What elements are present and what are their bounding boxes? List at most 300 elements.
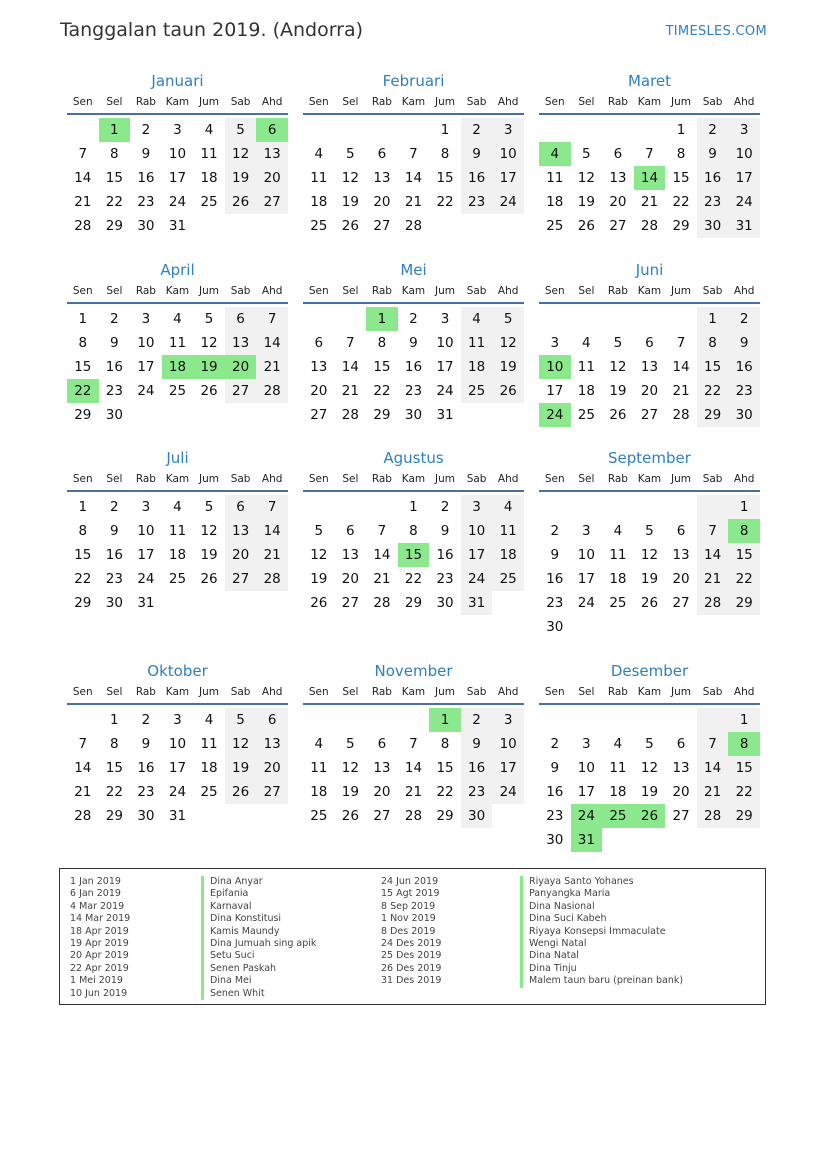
day-cell: 29 xyxy=(728,804,760,828)
day-cell: 22 xyxy=(436,194,454,210)
holiday-day-cell: 1 xyxy=(429,708,461,732)
legend-date: 25 Des 2019 xyxy=(381,950,442,962)
holiday-day-cell: 24 xyxy=(571,804,603,828)
day-cell: 18 xyxy=(492,543,524,567)
holiday-day-cell: 25 xyxy=(602,804,634,828)
day-cell: 29 xyxy=(105,218,123,234)
day-cell: 22 xyxy=(436,784,454,800)
day-cell: 30 xyxy=(697,214,729,238)
legend-names-col-1 xyxy=(201,876,316,1000)
empty-cell xyxy=(602,708,634,732)
day-cell: 29 xyxy=(404,595,423,611)
day-cell: 27 xyxy=(225,567,257,591)
legend-holiday-name: Karnaval xyxy=(201,901,316,913)
empty-cell xyxy=(539,708,571,732)
day-cell: 21 xyxy=(74,784,92,800)
day-cell: 24 xyxy=(436,383,454,399)
day-cell: 11 xyxy=(310,760,328,776)
day-cell: 15 xyxy=(373,359,391,375)
day-cell: 17 xyxy=(436,359,454,375)
empty-cell xyxy=(256,403,288,427)
weekday-label: Sab xyxy=(230,96,251,108)
day-cell: 2 xyxy=(697,118,729,142)
day-cell: 25 xyxy=(310,218,328,234)
month-name: Januari xyxy=(151,72,204,90)
empty-cell xyxy=(429,214,461,238)
day-cell: 24 xyxy=(728,190,760,214)
day-cell: 5 xyxy=(346,146,355,162)
day-cell: 3 xyxy=(141,499,151,515)
day-cell: 14 xyxy=(404,170,423,186)
brand-link[interactable]: TIMESLES.COM xyxy=(665,24,767,39)
day-cell: 30 xyxy=(436,595,454,611)
day-cell: 11 xyxy=(168,523,187,539)
weekday-label: Sen xyxy=(72,686,93,698)
day-cell: 12 xyxy=(225,732,257,756)
weekday-label: Sab xyxy=(466,473,487,485)
weekday-label: Kam xyxy=(637,96,662,108)
legend-date: 6 Jan 2019 xyxy=(70,888,121,900)
day-cell: 8 xyxy=(78,335,88,351)
legend-holiday-name: Dina Jumuah sing apik xyxy=(201,938,316,950)
weekday-label: Jum xyxy=(671,686,692,698)
day-cell: 25 xyxy=(492,567,524,591)
day-cell: 27 xyxy=(672,808,690,824)
month-oktober xyxy=(67,661,288,828)
legend-dates-col-2 xyxy=(381,876,441,988)
day-cell: 28 xyxy=(74,218,92,234)
day-cell: 5 xyxy=(613,335,623,351)
day-grid xyxy=(67,708,288,828)
empty-cell xyxy=(398,118,430,142)
empty-cell xyxy=(225,214,257,238)
day-cell: 12 xyxy=(640,547,659,563)
day-cell: 13 xyxy=(640,359,659,375)
day-cell: 24 xyxy=(492,780,524,804)
day-cell: 27 xyxy=(341,595,359,611)
day-cell: 21 xyxy=(640,194,659,210)
day-cell: 11 xyxy=(200,736,218,752)
day-cell: 14 xyxy=(256,331,288,355)
day-cell: 5 xyxy=(225,708,257,732)
day-cell: 11 xyxy=(461,331,493,355)
day-cell: 29 xyxy=(672,218,690,234)
empty-cell xyxy=(602,615,634,639)
empty-cell xyxy=(256,591,288,615)
legend-holiday-name: Dina Natal xyxy=(520,950,683,962)
day-cell: 30 xyxy=(546,832,564,848)
day-cell: 3 xyxy=(492,118,524,142)
weekday-label: Rab xyxy=(371,96,392,108)
weekday-label: Sab xyxy=(230,285,251,297)
day-cell: 19 xyxy=(609,383,627,399)
day-cell: 19 xyxy=(640,784,659,800)
day-cell: 6 xyxy=(676,523,686,539)
day-cell: 10 xyxy=(728,142,760,166)
day-cell: 25 xyxy=(168,571,187,587)
day-cell: 12 xyxy=(609,359,627,375)
day-cell: 10 xyxy=(168,146,187,162)
day-cell: 5 xyxy=(225,118,257,142)
day-cell: 27 xyxy=(310,407,328,423)
day-cell: 2 xyxy=(110,499,119,515)
day-cell: 27 xyxy=(256,190,288,214)
weekday-header xyxy=(67,470,288,492)
empty-cell xyxy=(571,307,603,331)
day-cell: 30 xyxy=(137,808,155,824)
day-cell: 4 xyxy=(492,495,524,519)
day-cell: 13 xyxy=(672,547,690,563)
weekday-label: Sen xyxy=(308,473,329,485)
weekday-label: Sen xyxy=(544,686,565,698)
empty-cell xyxy=(665,708,697,732)
day-cell: 7 xyxy=(409,146,418,162)
empty-cell xyxy=(634,708,666,732)
weekday-label: Sab xyxy=(466,285,487,297)
legend-date: 26 Des 2019 xyxy=(381,962,442,974)
empty-cell xyxy=(492,403,524,427)
empty-cell xyxy=(697,708,729,732)
day-cell: 3 xyxy=(550,335,560,351)
empty-cell xyxy=(634,307,666,331)
day-cell: 17 xyxy=(492,756,524,780)
day-cell: 16 xyxy=(461,756,493,780)
day-cell: 11 xyxy=(609,547,627,563)
empty-cell xyxy=(634,495,666,519)
month-september xyxy=(539,448,760,639)
weekday-label: Jum xyxy=(435,96,456,108)
weekday-label: Sen xyxy=(544,473,565,485)
weekday-label: Kam xyxy=(401,285,426,297)
day-cell: 11 xyxy=(577,359,595,375)
day-cell: 27 xyxy=(256,780,288,804)
day-cell: 2 xyxy=(141,712,151,728)
day-cell: 21 xyxy=(341,383,359,399)
day-cell: 11 xyxy=(492,519,524,543)
empty-cell xyxy=(571,495,603,519)
legend-holiday-name: Riyaya Konsepsi Immaculate xyxy=(520,926,683,938)
legend-holiday-name: Dina Anyar xyxy=(201,876,316,888)
day-cell: 9 xyxy=(409,335,418,351)
day-cell: 2 xyxy=(440,499,450,515)
day-cell: 22 xyxy=(404,571,423,587)
day-cell: 12 xyxy=(640,760,659,776)
day-cell: 20 xyxy=(672,571,690,587)
day-cell: 18 xyxy=(609,571,627,587)
empty-cell xyxy=(303,495,335,519)
weekday-label: Jum xyxy=(199,285,220,297)
day-cell: 24 xyxy=(492,190,524,214)
day-cell: 19 xyxy=(225,756,257,780)
legend-date: 22 Apr 2019 xyxy=(70,962,129,974)
weekday-label: Sel xyxy=(106,96,123,108)
day-cell: 13 xyxy=(672,760,690,776)
day-cell: 11 xyxy=(168,335,187,351)
holiday-legend xyxy=(59,868,766,1005)
day-cell: 16 xyxy=(546,571,564,587)
day-cell: 13 xyxy=(310,359,328,375)
day-cell: 22 xyxy=(105,194,123,210)
empty-cell xyxy=(335,118,367,142)
day-cell: 16 xyxy=(105,547,123,563)
legend-date: 15 Agt 2019 xyxy=(381,888,440,900)
day-cell: 15 xyxy=(436,760,454,776)
weekday-label: Kam xyxy=(401,686,426,698)
legend-holiday-name: Wengi Natal xyxy=(520,938,683,950)
day-grid xyxy=(303,495,524,615)
empty-cell xyxy=(225,403,257,427)
day-cell: 4 xyxy=(173,311,182,327)
month-april xyxy=(67,260,288,427)
weekday-label: Rab xyxy=(607,473,628,485)
weekday-label: Jum xyxy=(671,96,692,108)
day-cell: 10 xyxy=(577,547,595,563)
weekday-label: Ahd xyxy=(497,96,519,108)
empty-cell xyxy=(634,118,666,142)
empty-cell xyxy=(461,403,493,427)
day-cell: 15 xyxy=(74,547,92,563)
weekday-header xyxy=(67,282,288,304)
month-maret xyxy=(539,71,760,238)
empty-cell xyxy=(335,495,367,519)
day-cell: 2 xyxy=(461,118,493,142)
day-cell: 7 xyxy=(676,335,686,351)
day-cell: 27 xyxy=(672,595,690,611)
day-cell: 18 xyxy=(200,760,218,776)
day-cell: 28 xyxy=(404,808,423,824)
day-cell: 22 xyxy=(728,567,760,591)
day-cell: 15 xyxy=(105,170,123,186)
day-cell: 28 xyxy=(672,407,690,423)
weekday-label: Rab xyxy=(371,473,392,485)
day-cell: 13 xyxy=(256,142,288,166)
empty-cell xyxy=(728,828,760,852)
day-cell: 7 xyxy=(377,523,387,539)
month-name: Februari xyxy=(382,72,445,90)
legend-holiday-name: Senen Paskah xyxy=(201,963,316,975)
day-cell: 28 xyxy=(256,567,288,591)
empty-cell xyxy=(335,708,367,732)
weekday-label: Kam xyxy=(165,96,190,108)
day-cell: 16 xyxy=(105,359,123,375)
weekday-label: Sab xyxy=(702,96,723,108)
day-cell: 26 xyxy=(225,780,257,804)
weekday-label: Ahd xyxy=(733,285,755,297)
day-cell: 1 xyxy=(440,122,450,138)
day-cell: 23 xyxy=(105,383,123,399)
day-cell: 10 xyxy=(577,760,595,776)
day-cell: 19 xyxy=(310,571,328,587)
day-cell: 21 xyxy=(697,567,729,591)
empty-cell xyxy=(492,591,524,615)
empty-cell xyxy=(225,804,257,828)
empty-cell xyxy=(602,118,634,142)
month-name: Oktober xyxy=(147,662,208,680)
day-cell: 29 xyxy=(373,407,391,423)
day-cell: 16 xyxy=(137,760,155,776)
weekday-label: Ahd xyxy=(261,285,283,297)
weekday-label: Kam xyxy=(165,473,190,485)
legend-date: 1 Jan 2019 xyxy=(70,876,121,887)
day-cell: 18 xyxy=(546,194,564,210)
weekday-label: Rab xyxy=(371,686,392,698)
empty-cell xyxy=(634,615,666,639)
holiday-day-cell: 10 xyxy=(539,355,571,379)
day-cell: 23 xyxy=(461,780,493,804)
day-cell: 17 xyxy=(137,359,155,375)
weekday-label: Sab xyxy=(230,473,251,485)
empty-cell xyxy=(193,804,225,828)
month-november xyxy=(303,661,524,828)
day-grid xyxy=(539,708,760,852)
day-cell: 9 xyxy=(141,736,151,752)
legend-date: 31 Des 2019 xyxy=(381,975,442,987)
weekday-label: Jum xyxy=(435,473,456,485)
day-cell: 7 xyxy=(645,146,654,162)
day-grid xyxy=(539,307,760,427)
legend-holiday-name: Epifania xyxy=(201,888,316,900)
weekday-header xyxy=(303,93,524,115)
day-cell: 14 xyxy=(697,756,729,780)
day-cell: 14 xyxy=(256,519,288,543)
weekday-label: Sel xyxy=(578,96,595,108)
day-cell: 3 xyxy=(728,118,760,142)
day-cell: 24 xyxy=(137,383,155,399)
day-cell: 16 xyxy=(697,166,729,190)
day-cell: 19 xyxy=(225,166,257,190)
empty-cell xyxy=(461,214,493,238)
day-cell: 24 xyxy=(137,571,155,587)
day-cell: 26 xyxy=(200,571,218,587)
holiday-day-cell: 22 xyxy=(67,379,99,403)
day-cell: 5 xyxy=(204,311,214,327)
weekday-label: Sen xyxy=(308,686,329,698)
day-cell: 9 xyxy=(440,523,450,539)
day-cell: 12 xyxy=(200,523,218,539)
day-cell: 31 xyxy=(436,407,454,423)
empty-cell xyxy=(366,708,398,732)
weekday-label: Jum xyxy=(671,473,692,485)
day-cell: 20 xyxy=(225,543,257,567)
weekday-label: Rab xyxy=(371,285,392,297)
holiday-day-cell: 24 xyxy=(539,403,571,427)
day-grid xyxy=(67,495,288,615)
day-cell: 12 xyxy=(341,170,359,186)
empty-cell xyxy=(697,615,729,639)
empty-cell xyxy=(539,307,571,331)
weekday-label: Sel xyxy=(342,473,359,485)
weekday-label: Kam xyxy=(401,473,426,485)
weekday-label: Sel xyxy=(106,285,123,297)
legend-date: 18 Apr 2019 xyxy=(70,925,129,937)
day-cell: 5 xyxy=(645,736,654,752)
weekday-header xyxy=(539,470,760,492)
legend-holiday-name: Dina Mei xyxy=(201,975,316,987)
day-cell: 23 xyxy=(105,571,123,587)
month-name: Agustus xyxy=(383,449,444,467)
day-cell: 15 xyxy=(105,760,123,776)
day-cell: 10 xyxy=(137,523,155,539)
day-cell: 4 xyxy=(613,736,623,752)
weekday-label: Sel xyxy=(342,96,359,108)
empty-cell xyxy=(665,495,697,519)
weekday-label: Sel xyxy=(106,473,123,485)
weekday-label: Kam xyxy=(637,285,662,297)
day-cell: 15 xyxy=(728,543,760,567)
empty-cell xyxy=(571,708,603,732)
weekday-label: Rab xyxy=(135,96,156,108)
day-cell: 10 xyxy=(436,335,454,351)
day-cell: 20 xyxy=(609,194,627,210)
empty-cell xyxy=(303,708,335,732)
day-cell: 15 xyxy=(672,170,690,186)
day-cell: 27 xyxy=(609,218,627,234)
day-cell: 25 xyxy=(609,595,627,611)
day-cell: 10 xyxy=(492,142,524,166)
empty-cell xyxy=(193,591,225,615)
month-juli xyxy=(67,448,288,615)
day-cell: 10 xyxy=(137,335,155,351)
day-cell: 5 xyxy=(346,736,355,752)
day-cell: 13 xyxy=(373,760,391,776)
holiday-day-cell: 31 xyxy=(571,828,603,852)
day-cell: 6 xyxy=(377,146,387,162)
day-cell: 9 xyxy=(550,547,560,563)
weekday-label: Sel xyxy=(342,686,359,698)
day-cell: 29 xyxy=(74,595,92,611)
day-cell: 22 xyxy=(728,780,760,804)
legend-holiday-name: Dina Nasional xyxy=(520,901,683,913)
day-cell: 26 xyxy=(341,808,359,824)
day-cell: 29 xyxy=(697,403,729,427)
day-cell: 7 xyxy=(697,519,729,543)
day-cell: 7 xyxy=(78,146,88,162)
month-name: Maret xyxy=(627,72,672,90)
day-cell: 24 xyxy=(168,784,187,800)
day-cell: 18 xyxy=(609,784,627,800)
weekday-label: Kam xyxy=(401,96,426,108)
weekday-label: Sen xyxy=(544,96,565,108)
weekday-label: Sen xyxy=(308,96,329,108)
day-cell: 11 xyxy=(310,170,328,186)
legend-holiday-name: Dina Tinju xyxy=(520,963,683,975)
day-cell: 4 xyxy=(173,499,182,515)
day-cell: 23 xyxy=(461,190,493,214)
day-cell: 6 xyxy=(676,736,686,752)
day-cell: 17 xyxy=(461,543,493,567)
day-cell: 23 xyxy=(546,595,564,611)
day-cell: 10 xyxy=(492,732,524,756)
empty-cell xyxy=(256,804,288,828)
day-cell: 28 xyxy=(74,808,92,824)
day-cell: 21 xyxy=(672,383,690,399)
day-cell: 8 xyxy=(110,146,119,162)
legend-date: 10 Jun 2019 xyxy=(70,987,128,999)
day-cell: 20 xyxy=(672,784,690,800)
day-cell: 4 xyxy=(582,335,591,351)
legend-holiday-name: Panyangka Maria xyxy=(520,888,683,900)
day-cell: 2 xyxy=(110,311,119,327)
weekday-header xyxy=(303,282,524,304)
page-title: Tanggalan taun 2019. (Andorra) xyxy=(60,19,364,41)
day-cell: 2 xyxy=(550,736,560,752)
day-cell: 24 xyxy=(577,595,595,611)
legend-date: 24 Jun 2019 xyxy=(381,876,439,887)
legend-dates-col-1 xyxy=(70,876,130,1000)
day-cell: 3 xyxy=(461,495,493,519)
day-cell: 17 xyxy=(546,383,564,399)
day-cell: 30 xyxy=(105,407,123,423)
